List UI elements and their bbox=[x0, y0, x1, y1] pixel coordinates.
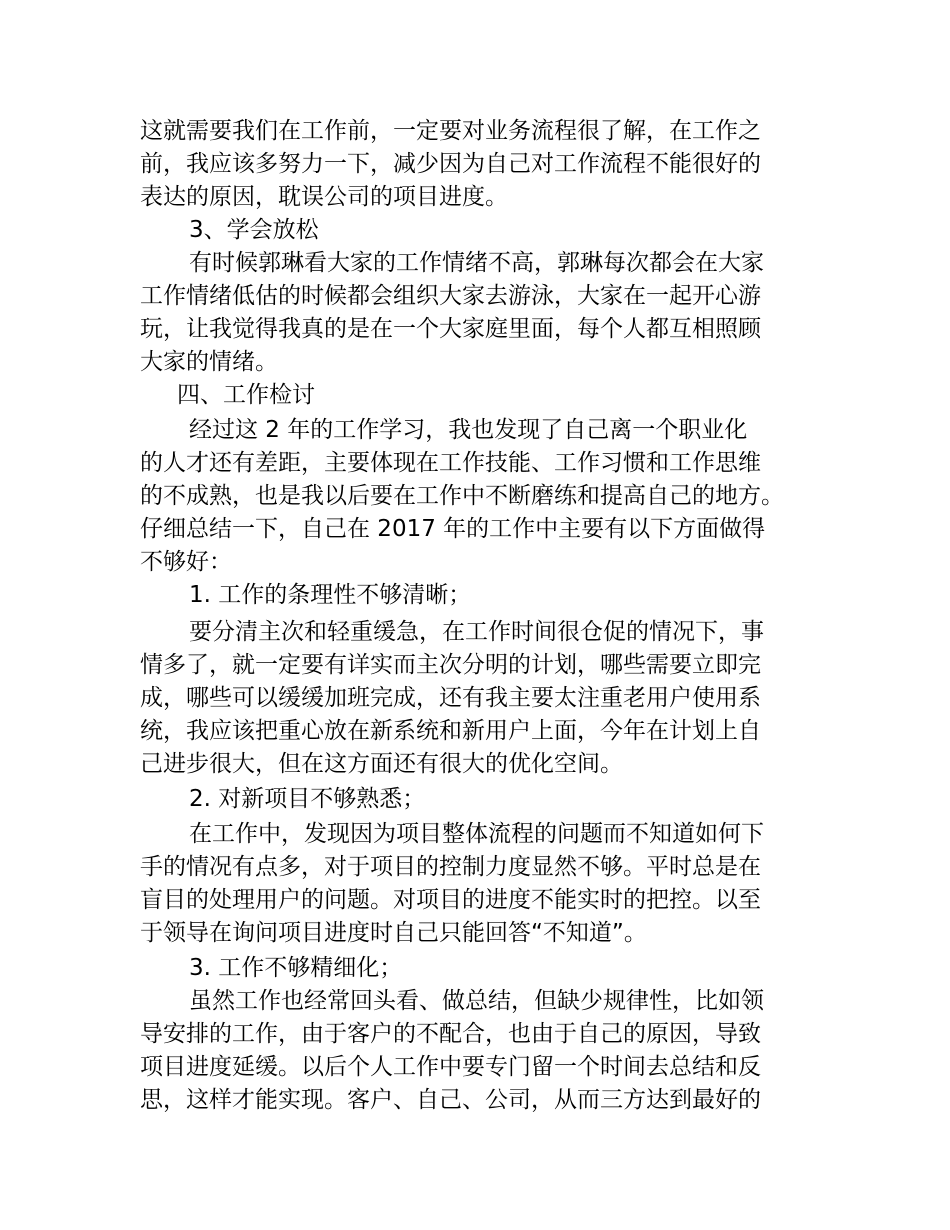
paragraph-line: 己进步很大，但在这方面还有很大的优化空间。 bbox=[140, 751, 623, 777]
list-item-heading: 3. 工作不够精细化； bbox=[189, 955, 403, 981]
list-item-heading: 2. 对新项目不够熟悉； bbox=[189, 786, 426, 812]
paragraph-line: 虽然工作也经常回头看、做总结，但缺少规律性，比如领 bbox=[189, 988, 764, 1014]
paragraph-line: 大家的情绪。 bbox=[140, 349, 278, 375]
paragraph-line: 思，这样才能实现。客户、自己、公司，从而三方达到最好的 bbox=[140, 1087, 761, 1113]
section-heading: 3、学会放松 bbox=[189, 217, 319, 243]
paragraph-line: 的人才还有差距，主要体现在工作技能、工作习惯和工作思维 bbox=[140, 450, 761, 476]
paragraph-line: 有时候郭琳看大家的工作情绪不高，郭琳每次都会在大家 bbox=[189, 250, 764, 276]
paragraph-line: 项目进度延缓。以后个人工作中要专门留一个时间去总结和反 bbox=[140, 1054, 761, 1080]
paragraph-line: 要分清主次和轻重缓急，在工作时间很仓促的情况下，事 bbox=[189, 619, 764, 645]
paragraph-line: 表达的原因，耽误公司的项目进度。 bbox=[140, 184, 508, 210]
paragraph-line: 在工作中，发现因为项目整体流程的问题而不知道如何下 bbox=[189, 821, 764, 847]
paragraph-line: 手的情况有点多，对于项目的控制力度显然不够。平时总是在 bbox=[140, 854, 761, 880]
paragraph-line: 成，哪些可以缓缓加班完成，还有我主要太注重老用户使用系 bbox=[140, 685, 761, 711]
paragraph-line: 于领导在询问项目进度时自己只能回答“不知道”。 bbox=[140, 920, 647, 946]
paragraph-line: 的不成熟，也是我以后要在工作中不断磨练和提高自己的地方。 bbox=[140, 483, 784, 509]
paragraph-line: 玩，让我觉得我真的是在一个大家庭里面，每个人都互相照顾 bbox=[140, 316, 761, 342]
section-heading: 四、工作检讨 bbox=[177, 382, 315, 408]
paragraph-line: 情多了，就一定要有详实而主次分明的计划，哪些需要立即完 bbox=[140, 652, 761, 678]
paragraph-line: 仔细总结一下，自己在 2017 年的工作中主要有以下方面做得 bbox=[140, 516, 766, 542]
paragraph-line: 前，我应该多努力一下，减少因为自己对工作流程不能很好的 bbox=[140, 151, 761, 177]
paragraph-line: 这就需要我们在工作前，一定要对业务流程很了解，在工作之 bbox=[140, 118, 761, 144]
paragraph-line: 不够好： bbox=[140, 549, 232, 575]
paragraph-line: 经过这 2 年的工作学习，我也发现了自己离一个职业化 bbox=[189, 417, 748, 443]
paragraph-line: 盲目的处理用户的问题。对项目的进度不能实时的把控。以至 bbox=[140, 887, 761, 913]
paragraph-line: 统，我应该把重心放在新系统和新用户上面，今年在计划上自 bbox=[140, 718, 761, 744]
list-item-heading: 1. 工作的条理性不够清晰； bbox=[189, 582, 472, 608]
paragraph-line: 工作情绪低估的时候都会组织大家去游泳，大家在一起开心游 bbox=[140, 283, 761, 309]
paragraph-line: 导安排的工作，由于客户的不配合，也由于自己的原因，导致 bbox=[140, 1021, 761, 1047]
